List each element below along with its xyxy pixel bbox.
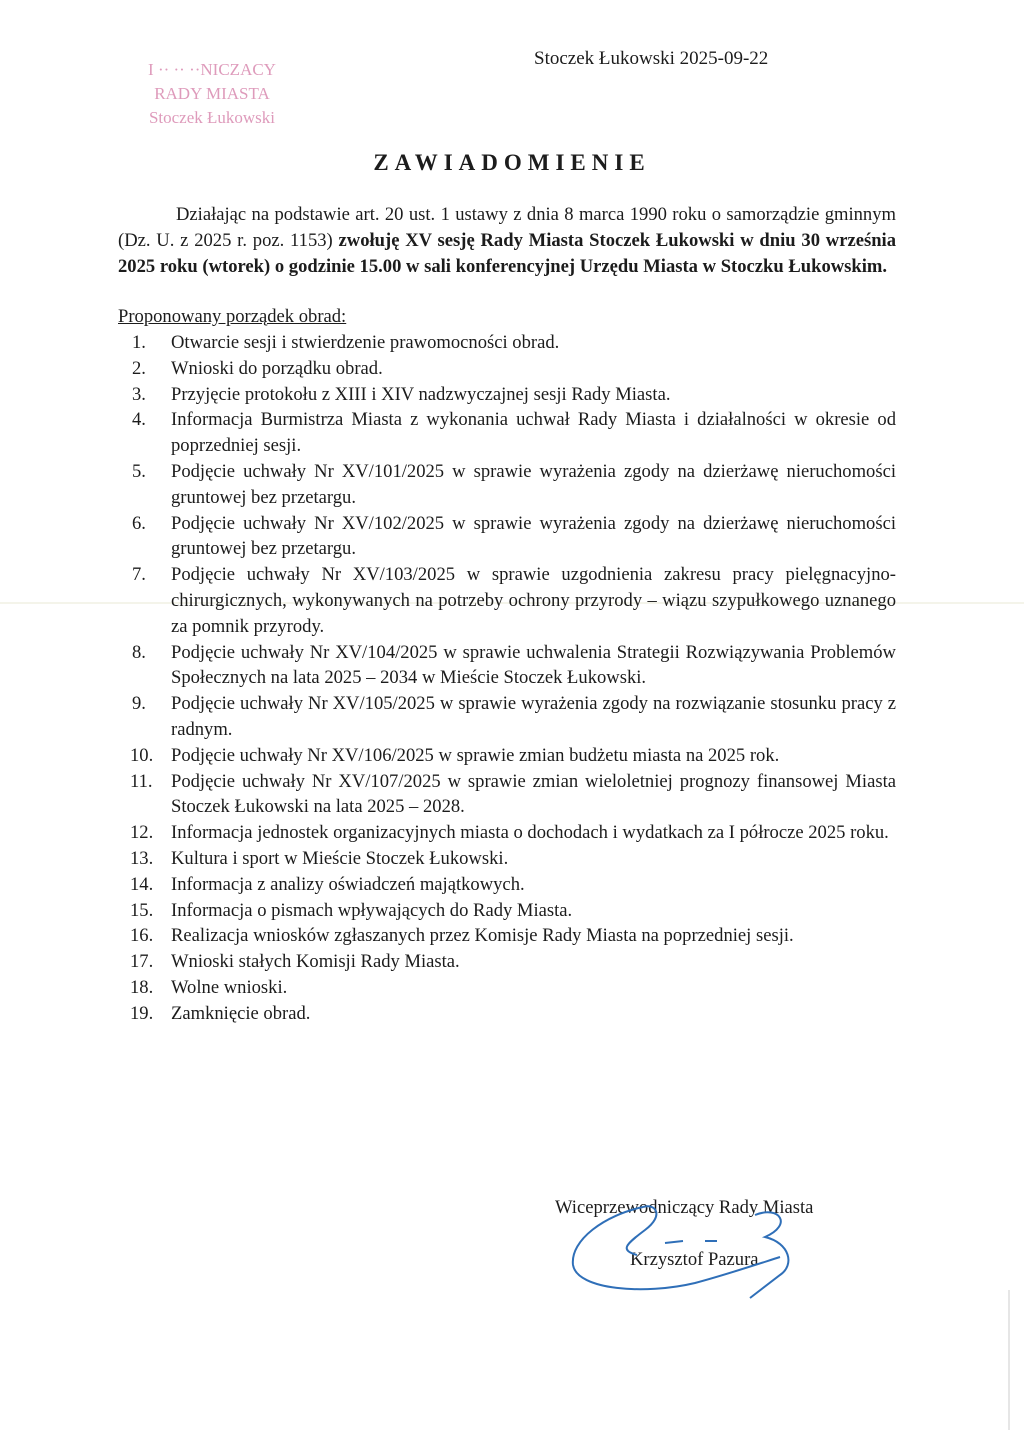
handwritten-signature-icon — [565, 1195, 825, 1305]
agenda-item: 3. Przyjęcie protokołu z XIII i XIV nadzwyczajnej sesji Rady Miasta. — [132, 383, 671, 405]
place-and-date: Stoczek Łukowski 2025-09-22 — [534, 48, 769, 69]
scan-edge-shadow — [1008, 1290, 1010, 1430]
official-stamp — [112, 58, 312, 130]
stamp-line-3: Stoczek Łukowski — [148, 108, 276, 127]
agenda-item: 12. Informacja jednostek organizacyjnych miasta o dochodach i wydatkach za I półrocze 2025 roku. — [130, 822, 889, 844]
agenda-item: 1. Otwarcie sesji i stwierdzenie prawomocności obrad. — [132, 332, 560, 353]
agenda-item: 10. Podjęcie uchwały Nr XV/106/2025 w sprawie zmian budżetu miasta na 2025 rok. — [130, 744, 780, 766]
agenda-item: 14. Informacja z analizy oświadczeń majątkowych. — [130, 873, 525, 895]
intro-bold-text: zwołuję XV sesję Rady Miasta Stoczek Łukowski w dniu 30 września 2025 roku (wtorek) o godzinie 15.00 w sali konferencyjnej Urzędu Miasta w Stoczku Łukowskim. — [118, 230, 897, 277]
intro-paragraph — [118, 202, 896, 280]
stamp-line-2: RADY MIASTA — [154, 84, 270, 103]
agenda-list — [118, 330, 896, 1027]
agenda-item: 17. Wnioski stałych Komisji Rady Miasta. — [130, 951, 460, 973]
agenda-item: 8. Podjęcie uchwały Nr XV/104/2025 w sprawie uchwalenia Strategii Rozwiązywania Problemów Społecznych na lata 2025 – 2034 w Mieście Stoczek Łukowski. — [132, 641, 896, 689]
agenda-item: 9. Podjęcie uchwały Nr XV/105/2025 w sprawie wyrażenia zgody na rozwiązanie stosunku pracy z radnym. — [132, 693, 896, 740]
agenda-item: 4. Informacja Burmistrza Miasta z wykonania uchwał Rady Miasta i działalności w okresie od poprzedniej sesji. — [132, 409, 896, 457]
intro-text: Działając na podstawie art. 20 ust. 1 ustawy z dnia 8 marca 1990 roku o samorządzie gminnym (Dz. U. z 2025 r. poz. 1153) — [118, 204, 896, 251]
agenda-item: 2. Wnioski do porządku obrad. — [132, 357, 383, 379]
signatory-role: Wiceprzewodniczący Rady Miasta — [555, 1197, 814, 1218]
signatory-name: Krzysztof Pazura — [630, 1249, 759, 1270]
agenda-item: 13. Kultura i sport w Mieście Stoczek Łukowski. — [130, 847, 509, 869]
agenda-item: 6. Podjęcie uchwały Nr XV/102/2025 w sprawie wyrażenia zgody na dzierżawę nieruchomości gruntowej bez przetargu. — [132, 512, 896, 560]
agenda-item: 11. Podjęcie uchwały Nr XV/107/2025 w sprawie zmian wieloletniej prognozy finansowej Miasta Stoczek Łukowski na lata 2025 – 2028. — [130, 770, 896, 818]
agenda-label: Proponowany porządek obrad: — [118, 306, 347, 327]
agenda-item: 5. Podjęcie uchwały Nr XV/101/2025 w sprawie wyrażenia zgody na dzierżawę nieruchomości gruntowej bez przetargu. — [132, 460, 896, 508]
agenda-item: 7. Podjęcie uchwały Nr XV/103/2025 w sprawie uzgodnienia zakresu pracy pielęgnacyjno-chirurgicznych, wykonywanych na potrzeby ochrony przyrody – wiązu szypułkowego uznanego za pomnik przyrody. — [132, 564, 896, 637]
stamp-line-1: I ·· ·· ··NICZACY — [148, 60, 276, 79]
agenda-item: 15. Informacja o pismach wpływających do Rady Miasta. — [130, 899, 573, 921]
agenda-item: 18. Wolne wnioski. — [130, 976, 288, 998]
document-title: ZAWIADOMIENIE — [373, 150, 651, 175]
agenda-item: 19. Zamknięcie obrad. — [130, 1002, 311, 1024]
agenda-item: 16. Realizacja wniosków zgłaszanych przez Komisje Rady Miasta na poprzedniej sesji. — [130, 925, 794, 947]
